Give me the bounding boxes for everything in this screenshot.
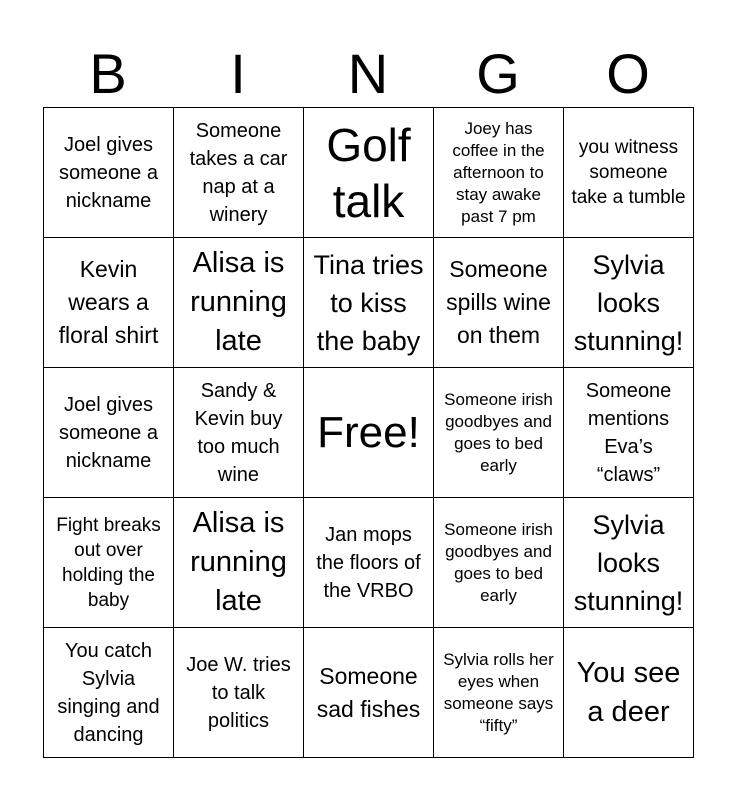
bingo-cell[interactable] [173, 497, 303, 627]
bingo-cell[interactable] [433, 107, 563, 237]
cell-text: Joe W. tries to talk politics [186, 653, 291, 732]
bingo-cell[interactable] [563, 627, 693, 757]
bingo-cell[interactable] [173, 107, 303, 237]
bingo-cell[interactable] [433, 627, 563, 757]
bingo-cell[interactable] [563, 237, 693, 367]
bingo-cell[interactable] [173, 627, 303, 757]
header-letter-n: N [347, 42, 389, 105]
cell-text: Tina tries to kiss the baby [313, 249, 424, 356]
cell-text: Someone spills wine on them [446, 256, 551, 348]
bingo-card [43, 107, 694, 758]
cell-text: Joel gives someone a nickname [59, 393, 158, 472]
bingo-cell[interactable] [433, 367, 563, 497]
bingo-cell[interactable] [43, 237, 173, 367]
cell-text: Kevin wears a floral shirt [58, 256, 159, 348]
bingo-cell[interactable] [43, 367, 173, 497]
cell-text: Alisa is running late [190, 507, 287, 617]
header-letter-i: I [230, 42, 246, 105]
bingo-cell[interactable] [303, 497, 433, 627]
cell-text: Alisa is running late [190, 247, 287, 357]
cell-text: Free! [317, 407, 420, 457]
cell-text: Fight breaks out over holding the baby [56, 514, 161, 611]
cell-text: Sylvia looks stunning! [573, 509, 684, 616]
cell-text: Golf talk [326, 118, 411, 227]
header-letter-b: B [89, 42, 127, 105]
bingo-cell[interactable] [433, 497, 563, 627]
bingo-header [43, 40, 693, 108]
bingo-cell[interactable] [303, 627, 433, 757]
bingo-cell[interactable] [563, 497, 693, 627]
cell-text: Sylvia rolls her eyes when someone says “fifty” [443, 649, 554, 735]
bingo-cell[interactable] [563, 367, 693, 497]
bingo-cell[interactable] [43, 107, 173, 237]
cell-text: You see a deer [576, 656, 681, 728]
cell-text: Someone takes a car nap at a winery [189, 119, 288, 226]
cell-text: Joey has coffee in the afternoon to stay awake past 7 pm [452, 118, 545, 226]
header-letter-o: O [606, 42, 650, 105]
bingo-cell[interactable] [303, 237, 433, 367]
bingo-cell[interactable] [173, 237, 303, 367]
cell-text: Joel gives someone a nickname [59, 133, 158, 212]
bingo-cell[interactable] [563, 107, 693, 237]
cell-text: Jan mops the floors of the VRBO [316, 523, 421, 602]
cell-text: Someone mentions Eva’s “claws” [585, 379, 672, 486]
bingo-cell[interactable] [303, 107, 433, 237]
cell-text: Sylvia looks stunning! [573, 249, 684, 356]
bingo-cell[interactable] [173, 367, 303, 497]
bingo-cell[interactable] [433, 237, 563, 367]
cell-text: Someone sad fishes [316, 662, 421, 722]
bingo-cell[interactable] [43, 497, 173, 627]
bingo-cell[interactable] [43, 627, 173, 757]
cell-text: Someone irish goodbyes and goes to bed early [444, 389, 553, 475]
cell-text: Someone irish goodbyes and goes to bed early [444, 519, 553, 605]
header-letter-g: G [476, 42, 520, 105]
cell-text: you witness someone take a tumble [571, 137, 686, 208]
cell-text: You catch Sylvia singing and dancing [57, 639, 160, 746]
cell-text: Sandy & Kevin buy too much wine [194, 379, 283, 486]
free-space-cell[interactable] [303, 367, 433, 497]
